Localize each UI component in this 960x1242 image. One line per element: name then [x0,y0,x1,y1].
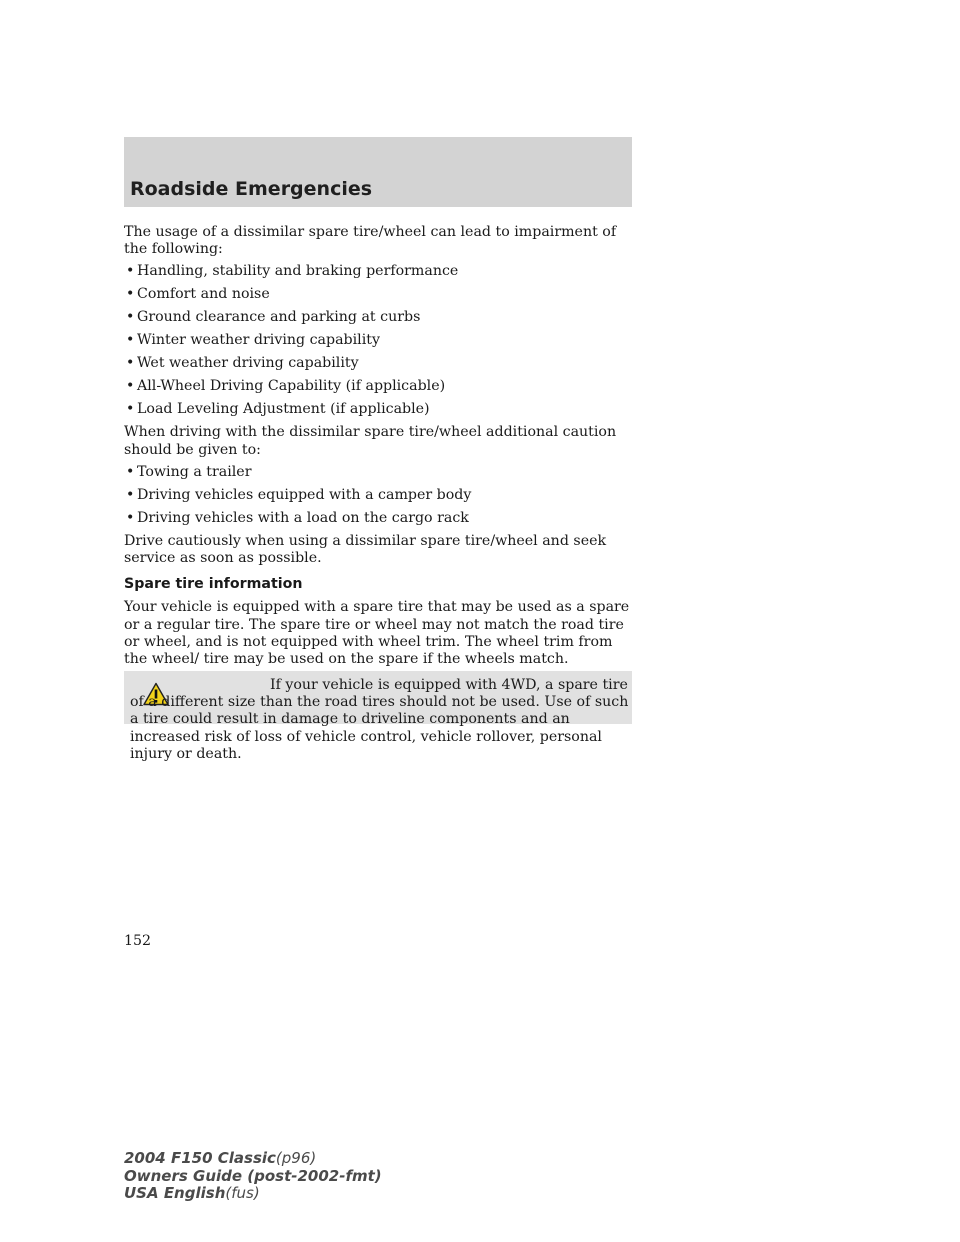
list-item: • Load Leveling Adjustment (if applicable) [126,401,430,418]
bullet-icon: • [126,309,135,326]
page-number: 152 [124,933,152,949]
bullet-icon: • [126,463,135,480]
bullet-icon: • [126,378,135,395]
warning-box [124,671,632,762]
bullet-icon: • [126,332,135,349]
page-content [124,224,639,673]
bullet-icon: • [126,286,135,303]
list-item: • Ground clearance and parking at curbs [126,309,421,326]
drive-note-paragraph: Drive cautiously when using a dissimilar spare tire/wheel and seek service as soon as possible. [124,532,607,567]
footer-line-2: Owners Guide (post-2002-fmt) [124,1166,382,1185]
list-item: • Towing a trailer [126,463,252,480]
list-item: • Handling, stability and braking performance [126,263,459,280]
list-item: • Comfort and noise [126,286,270,303]
bullet-icon: • [126,355,135,372]
impairment-list [124,263,639,418]
section-title: Roadside Emergencies [130,178,373,200]
bullet-icon: • [126,263,135,280]
warning-text: If your vehicle is equipped with 4WD, a spare tire of a different size than the road tires should not be used. Use of such a tire could result in damage to driveline components and an increased risk of loss of vehicle control, vehicle rollover, personal injury or death. [130,677,629,762]
bullet-icon: • [126,401,135,418]
caution-list [124,464,639,527]
list-item: • Driving vehicles with a load on the cargo rack [126,509,469,526]
list-item: • Driving vehicles equipped with a camper body [126,486,472,503]
intro-paragraph: The usage of a dissimilar spare tire/wheel can lead to impairment of the following: [124,224,617,258]
spare-tire-heading: Spare tire information [124,576,303,593]
list-item: • Winter weather driving capability [126,332,380,349]
bullet-icon: • [126,486,135,503]
list-item: • All-Wheel Driving Capability (if applicable) [126,378,446,395]
document-footer [124,1150,382,1203]
list-item: • Wet weather driving capability [126,355,359,372]
bullet-icon: • [126,509,135,526]
footer-line-3: USA English(fus) [124,1184,260,1202]
spare-tire-paragraph: Your vehicle is equipped with a spare tire that may be used as a spare or a regular tire. The spare tire or wheel may not match the road tire or wheel, and is not equipped with wheel trim. The wheel trim from the wheel/ tire may be used on the spare if the wheels match. [124,599,630,668]
footer-line-1: 2004 F150 Classic(p96) [124,1149,317,1167]
caution-intro-paragraph: When driving with the dissimilar spare tire/wheel additional caution should be given to: [124,424,617,458]
